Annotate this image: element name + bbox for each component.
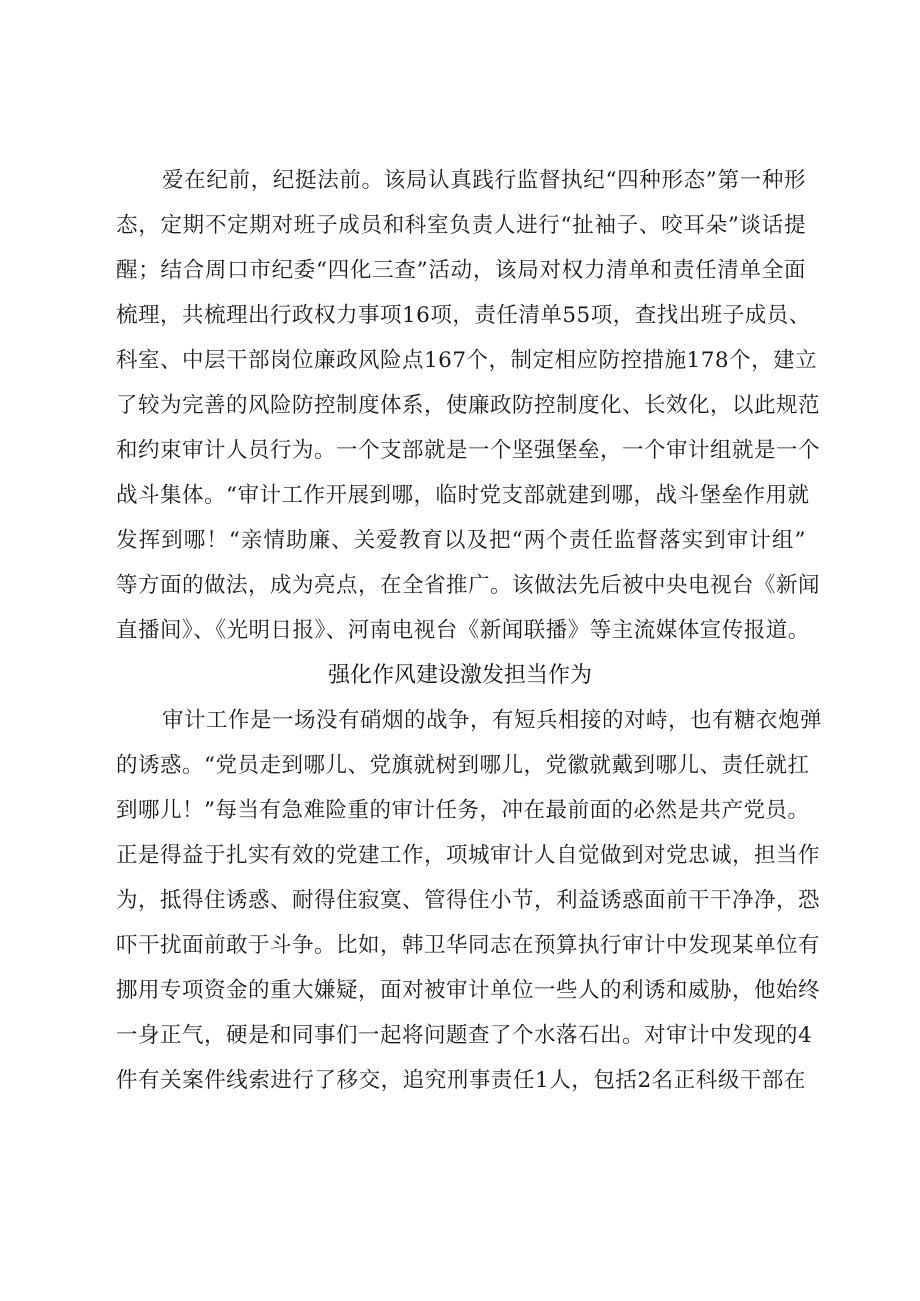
- section-heading: 强化作风建设激发担当作为: [327, 663, 592, 688]
- paragraph-line: 等方面的做法，成为亮点，在全省推广。该做法先后被中央电视台《新闻: [116, 573, 821, 598]
- paragraph-line: 直播间》、《光明日报》、河南电视台《新闻联播》等主流媒体宣传报道。: [116, 618, 810, 643]
- paragraph-line: 到哪儿！”每当有急难险重的审计任务，冲在最前面的必然是共产党员。: [116, 798, 810, 823]
- paragraph-line: 的诱惑。“党员走到哪儿、党旗就树到哪儿，党徽就戴到哪儿、责任就扛: [116, 753, 810, 778]
- paragraph-line: 审计工作是一场没有硝烟的战争，有短兵相接的对峙，也有糖衣炮弹: [162, 708, 823, 733]
- paragraph-line: 正是得益于扎实有效的党建工作，项城审计人自觉做到对党忠诚，担当作: [116, 843, 821, 868]
- paragraph-line: 爱在纪前，纪挺法前。该局认真践行监督执纪“四种形态”第一种形: [162, 168, 806, 193]
- paragraph-line: 挪用专项资金的重大嫌疑，面对被审计单位一些人的利诱和威胁，他始终: [116, 978, 821, 1003]
- paragraph-line: 吓干扰面前敢于斗争。比如，韩卫华同志在预算执行审计中发现某单位有: [116, 933, 821, 958]
- paragraph-line: 为，抵得住诱惑、耐得住寂寞、管得住小节，利益诱惑面前干干净净，恐: [116, 888, 821, 913]
- paragraph-line: 了较为完善的风险防控制度体系，使廉政防控制度化、长效化，以此规范: [116, 393, 821, 418]
- paragraph-line: 醒；结合周口市纪委“四化三查”活动，该局对权力清单和责任清单全面: [116, 258, 806, 283]
- paragraph-line: 战斗集体。“审计工作开展到哪，临时党支部就建到哪，战斗堡垒作用就: [116, 483, 810, 508]
- paragraph-line: 梳理，共梳理出行政权力事项16项，责任清单55项，查找出班子成员、: [116, 303, 811, 328]
- paragraph-line: 科室、中层干部岗位廉政风险点167个，制定相应防控措施178个，建立: [116, 348, 818, 373]
- paragraph-line: 态，定期不定期对班子成员和科室负责人进行“扯袖子、咬耳朵”谈话提: [116, 213, 806, 238]
- paragraph-line: 发挥到哪！“亲情助廉、关爱教育以及把“两个责任监督落实到审计组”: [116, 528, 806, 553]
- paragraph-line: 件有关案件线索进行了移交，追究刑事责任1人，包括2名正科级干部在: [116, 1068, 806, 1093]
- paragraph-line: 一身正气，硬是和同事们一起将问题查了个水落石出。对审计中发现的4: [116, 1023, 813, 1048]
- paragraph-line: 和约束审计人员行为。一个支部就是一个坚强堡垒，一个审计组就是一个: [116, 438, 821, 463]
